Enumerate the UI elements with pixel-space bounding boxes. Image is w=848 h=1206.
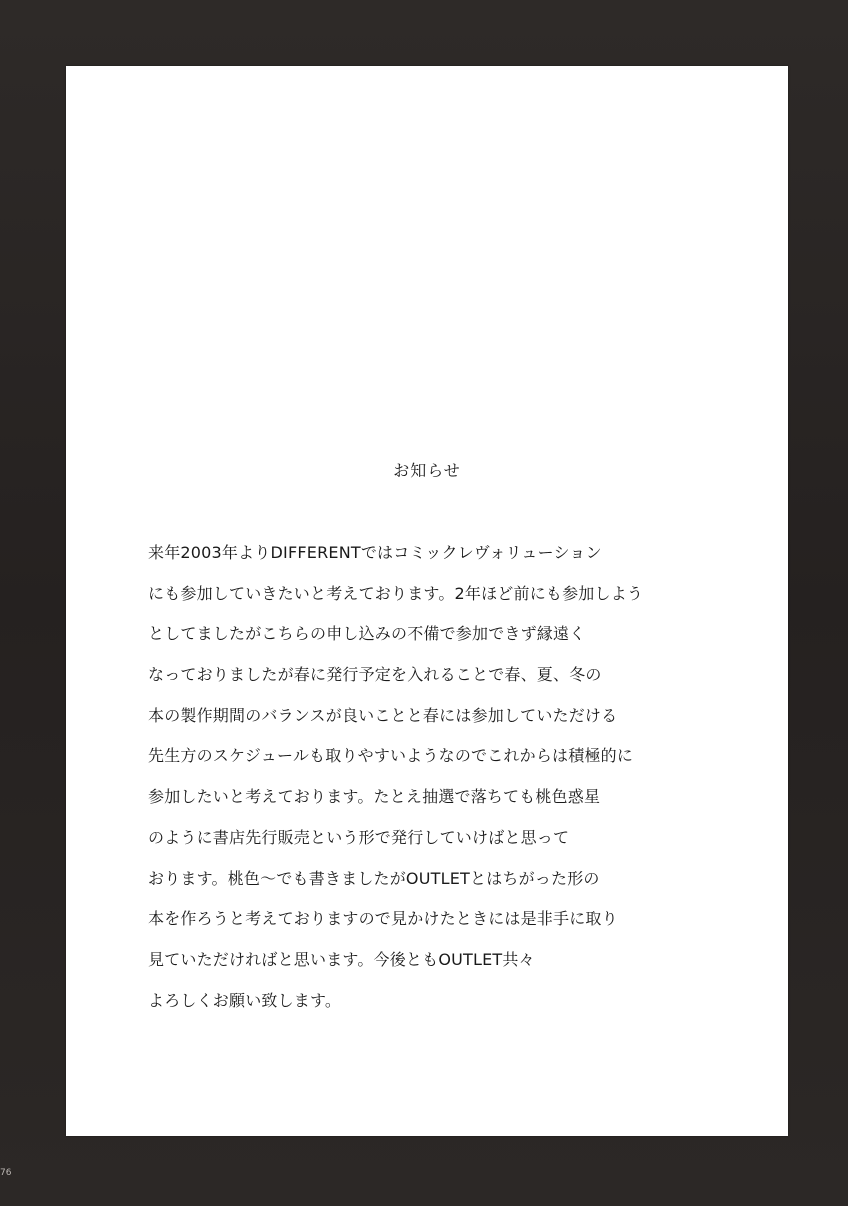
notice-line: としてましたがこちらの申し込みの不備で参加できず縁遠く (148, 624, 586, 644)
notice-line: おります。桃色〜でも書きましたがOUTLETとはちがった形の (148, 868, 600, 888)
notice-line: のように書店先行販売という形で発行していけばと思って (148, 827, 570, 847)
notice-line: 参加したいと考えております。たとえ抽選で落ちても桃色惑星 (148, 787, 601, 807)
notice-line: なっておりましたが春に発行予定を入れることで春、夏、冬の (148, 665, 602, 685)
notice-line: 本を作ろうと考えておりますので見かけたときには是非手に取り (148, 909, 618, 929)
notice-line: 来年2003年よりDIFFERENTではコミックレヴォリューション (148, 543, 602, 562)
notice-title: お知らせ (393, 461, 461, 480)
page-sheet (66, 66, 788, 1136)
notice-body (148, 540, 708, 1028)
notice-line: にも参加していきたいと考えております。2年ほど前にも参加しよう (148, 583, 644, 603)
notice-line: 先生方のスケジュールも取りやすいようなのでこれからは積極的に (148, 746, 634, 766)
notice-line: 本の製作期間のバランスが良いことと春には参加していただける (148, 705, 618, 725)
notice-line: 見ていただければと思います。今後ともOUTLET共々 (148, 949, 535, 969)
page-number: 76 (0, 1168, 12, 1178)
notice-line: よろしくお願い致します。 (148, 990, 342, 1010)
